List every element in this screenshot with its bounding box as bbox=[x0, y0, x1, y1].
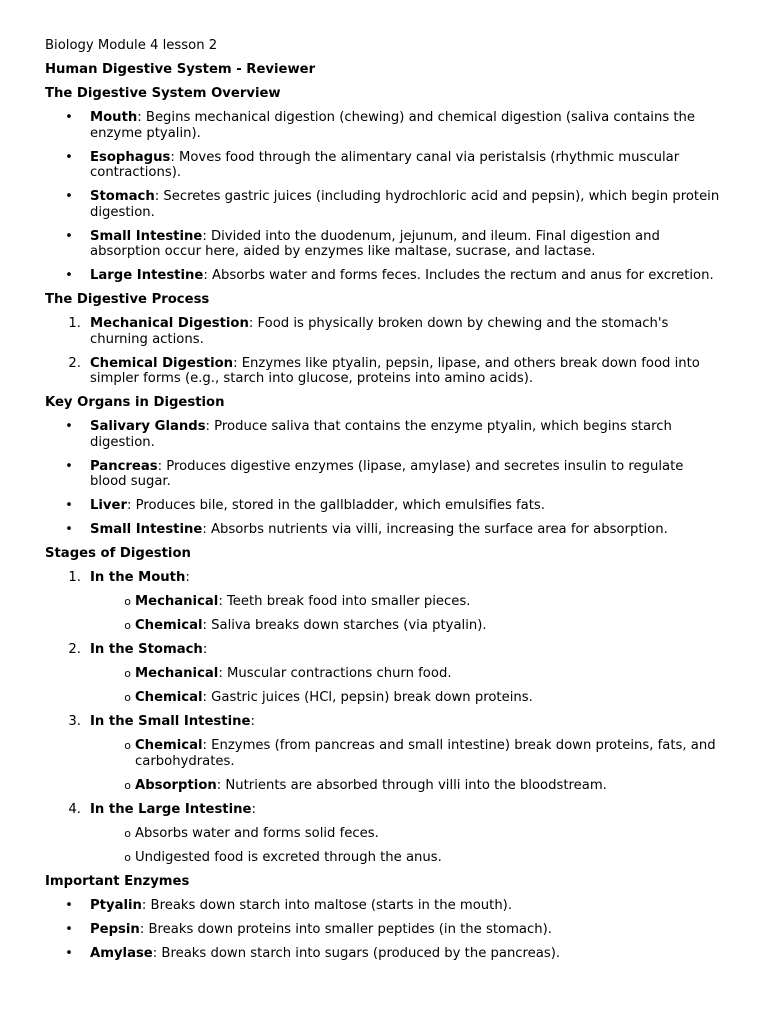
item-text: : Breaks down starch into sugars (produced by the pancreas). bbox=[152, 945, 561, 961]
item-term: Mechanical bbox=[135, 594, 219, 609]
number-marker: 2. bbox=[68, 642, 81, 657]
bullet-marker: • bbox=[65, 498, 73, 513]
sub-list bbox=[90, 826, 722, 866]
sub-bullet-marker: o bbox=[124, 691, 131, 704]
bullet-marker: • bbox=[65, 110, 73, 125]
list-item bbox=[45, 642, 722, 706]
section-heading-process: The Digestive Process bbox=[45, 292, 210, 307]
list-item bbox=[45, 229, 722, 260]
section-heading-stages: Stages of Digestion bbox=[45, 546, 191, 561]
bullet-marker: • bbox=[65, 458, 73, 474]
process-list bbox=[45, 316, 722, 387]
sub-bullet-marker: o bbox=[124, 739, 131, 752]
sub-list bbox=[90, 666, 722, 706]
sub-list-item bbox=[90, 778, 722, 794]
bullet-marker: • bbox=[65, 522, 73, 537]
bullet-marker: • bbox=[65, 921, 73, 937]
item-text: : Muscular contractions churn food. bbox=[218, 666, 452, 681]
list-item bbox=[45, 922, 722, 938]
sub-list-item bbox=[90, 738, 722, 769]
item-text: : Saliva breaks down starches (via ptyalin). bbox=[202, 618, 487, 633]
item-term: Small Intestine bbox=[90, 522, 203, 537]
sub-list-item bbox=[90, 850, 722, 866]
item-term: Pepsin bbox=[90, 921, 140, 937]
item-term: Mechanical bbox=[135, 666, 219, 681]
number-marker: 4. bbox=[68, 801, 81, 817]
list-item bbox=[45, 570, 722, 634]
list-item bbox=[45, 522, 722, 538]
item-term: Stomach bbox=[90, 189, 155, 204]
item-text: : Divided into the duodenum, jejunum, and ileum. Final digestion and absorption occur here, aided by enzymes like maltase, sucrase, and lactase. bbox=[90, 228, 660, 259]
item-text: : Produce saliva that contains the enzyme ptyalin, which begins starch digestion. bbox=[90, 419, 672, 450]
item-term: Amylase bbox=[90, 945, 153, 961]
number-marker: 1. bbox=[68, 316, 81, 331]
item-term: Salivary Glands bbox=[90, 419, 206, 434]
number-marker: 3. bbox=[68, 714, 81, 729]
item-term: Mechanical Digestion bbox=[90, 316, 249, 331]
item-term: In the Large Intestine bbox=[90, 801, 252, 817]
item-text: : Food is physically broken down by chewing and the stomach's churning actions. bbox=[90, 316, 669, 347]
item-text: : Breaks down proteins into smaller peptides (in the stomach). bbox=[139, 921, 552, 937]
sub-bullet-marker: o bbox=[124, 826, 131, 840]
item-text: : Nutrients are absorbed through villi into the bloodstream. bbox=[216, 777, 607, 793]
item-text: : Enzymes like ptyalin, pepsin, lipase, and others break down food into simpler forms (e.g., starch into glucose, proteins into amino acids). bbox=[90, 355, 700, 386]
item-term: Chemical bbox=[135, 618, 203, 633]
item-term: Small Intestine bbox=[90, 228, 203, 244]
item-term: In the Stomach bbox=[90, 642, 203, 657]
item-text: : bbox=[185, 570, 190, 585]
sub-bullet-marker: o bbox=[124, 850, 131, 864]
bullet-marker: • bbox=[65, 945, 73, 961]
item-term: Chemical Digestion bbox=[90, 355, 234, 371]
stages-list bbox=[45, 570, 722, 865]
list-item bbox=[45, 150, 722, 181]
item-text: : Moves food through the alimentary canal via peristalsis (rhythmic muscular contractions). bbox=[90, 149, 680, 180]
sub-list-item bbox=[90, 594, 722, 610]
section-heading-enzymes: Important Enzymes bbox=[45, 873, 190, 889]
list-item bbox=[45, 189, 722, 220]
item-text: : Produces digestive enzymes (lipase, amylase) and secretes insulin to regulate blood sugar. bbox=[90, 458, 684, 489]
sub-list bbox=[90, 594, 722, 634]
item-text: : Breaks down starch into maltose (starts in the mouth). bbox=[141, 897, 513, 913]
item-text: : Produces bile, stored in the gallbladder, which emulsifies fats. bbox=[126, 498, 545, 513]
enzymes-list bbox=[45, 898, 722, 962]
list-item bbox=[45, 459, 722, 490]
sub-list bbox=[90, 738, 722, 793]
item-term: Chemical bbox=[135, 738, 203, 753]
item-term: In the Mouth bbox=[90, 570, 186, 585]
item-text: Undigested food is excreted through the anus. bbox=[135, 849, 442, 865]
list-item bbox=[45, 898, 722, 914]
item-term: Chemical bbox=[135, 690, 203, 705]
item-text: : Absorbs water and forms feces. Includes the rectum and anus for excretion. bbox=[203, 268, 714, 283]
item-term: Large Intestine bbox=[90, 268, 204, 283]
overview-list bbox=[45, 110, 722, 284]
section-heading-organs: Key Organs in Digestion bbox=[45, 395, 225, 410]
sub-bullet-marker: o bbox=[124, 619, 131, 632]
item-text: : Gastric juices (HCl, pepsin) break down proteins. bbox=[202, 690, 533, 705]
sub-list-item bbox=[90, 826, 722, 842]
number-marker: 1. bbox=[68, 570, 81, 585]
item-text: : bbox=[202, 642, 208, 657]
item-text: : Begins mechanical digestion (chewing) and chemical digestion (saliva contains the enzyme ptyalin). bbox=[90, 110, 696, 141]
item-term: Mouth bbox=[90, 110, 138, 125]
section-heading-overview: The Digestive System Overview bbox=[45, 86, 281, 101]
bullet-marker: • bbox=[65, 189, 73, 204]
organs-list bbox=[45, 419, 722, 538]
item-term: Esophagus bbox=[90, 149, 171, 165]
list-item bbox=[45, 316, 722, 347]
item-term: Liver bbox=[90, 498, 127, 513]
bullet-marker: • bbox=[65, 228, 73, 244]
bullet-marker: • bbox=[65, 897, 73, 913]
document-title: Biology Module 4 lesson 2 bbox=[45, 38, 218, 53]
sub-bullet-marker: o bbox=[124, 595, 131, 608]
item-term: In the Small Intestine bbox=[90, 714, 251, 729]
item-text: Absorbs water and forms solid feces. bbox=[135, 825, 379, 841]
item-text: : bbox=[250, 714, 255, 729]
item-text: : Secretes gastric juices (including hydrochloric acid and pepsin), which begin protein digestion. bbox=[90, 189, 720, 220]
list-item bbox=[45, 498, 722, 514]
item-text: : Enzymes (from pancreas and small intestine) break down proteins, fats, and carbohydrates. bbox=[135, 738, 716, 769]
item-text: : Teeth break food into smaller pieces. bbox=[218, 594, 471, 609]
number-marker: 2. bbox=[68, 355, 81, 371]
list-item bbox=[45, 714, 722, 793]
list-item bbox=[45, 356, 722, 387]
bullet-marker: • bbox=[65, 268, 73, 283]
item-term: Ptyalin bbox=[90, 897, 142, 913]
list-item bbox=[45, 110, 722, 141]
list-item bbox=[45, 419, 722, 450]
sub-list-item bbox=[90, 618, 722, 634]
sub-bullet-marker: o bbox=[124, 667, 131, 680]
sub-list-item bbox=[90, 666, 722, 682]
item-term: Pancreas bbox=[90, 458, 158, 474]
bullet-marker: • bbox=[65, 419, 73, 434]
list-item bbox=[45, 946, 722, 962]
list-item bbox=[45, 268, 722, 284]
main-title: Human Digestive System - Reviewer bbox=[45, 62, 316, 77]
sub-list-item bbox=[90, 690, 722, 706]
sub-bullet-marker: o bbox=[124, 778, 131, 792]
item-text: : bbox=[251, 801, 256, 817]
item-term: Absorption bbox=[135, 777, 217, 793]
list-item bbox=[45, 802, 722, 866]
item-text: : Absorbs nutrients via villi, increasing the surface area for absorption. bbox=[202, 522, 668, 537]
bullet-marker: • bbox=[65, 149, 73, 165]
